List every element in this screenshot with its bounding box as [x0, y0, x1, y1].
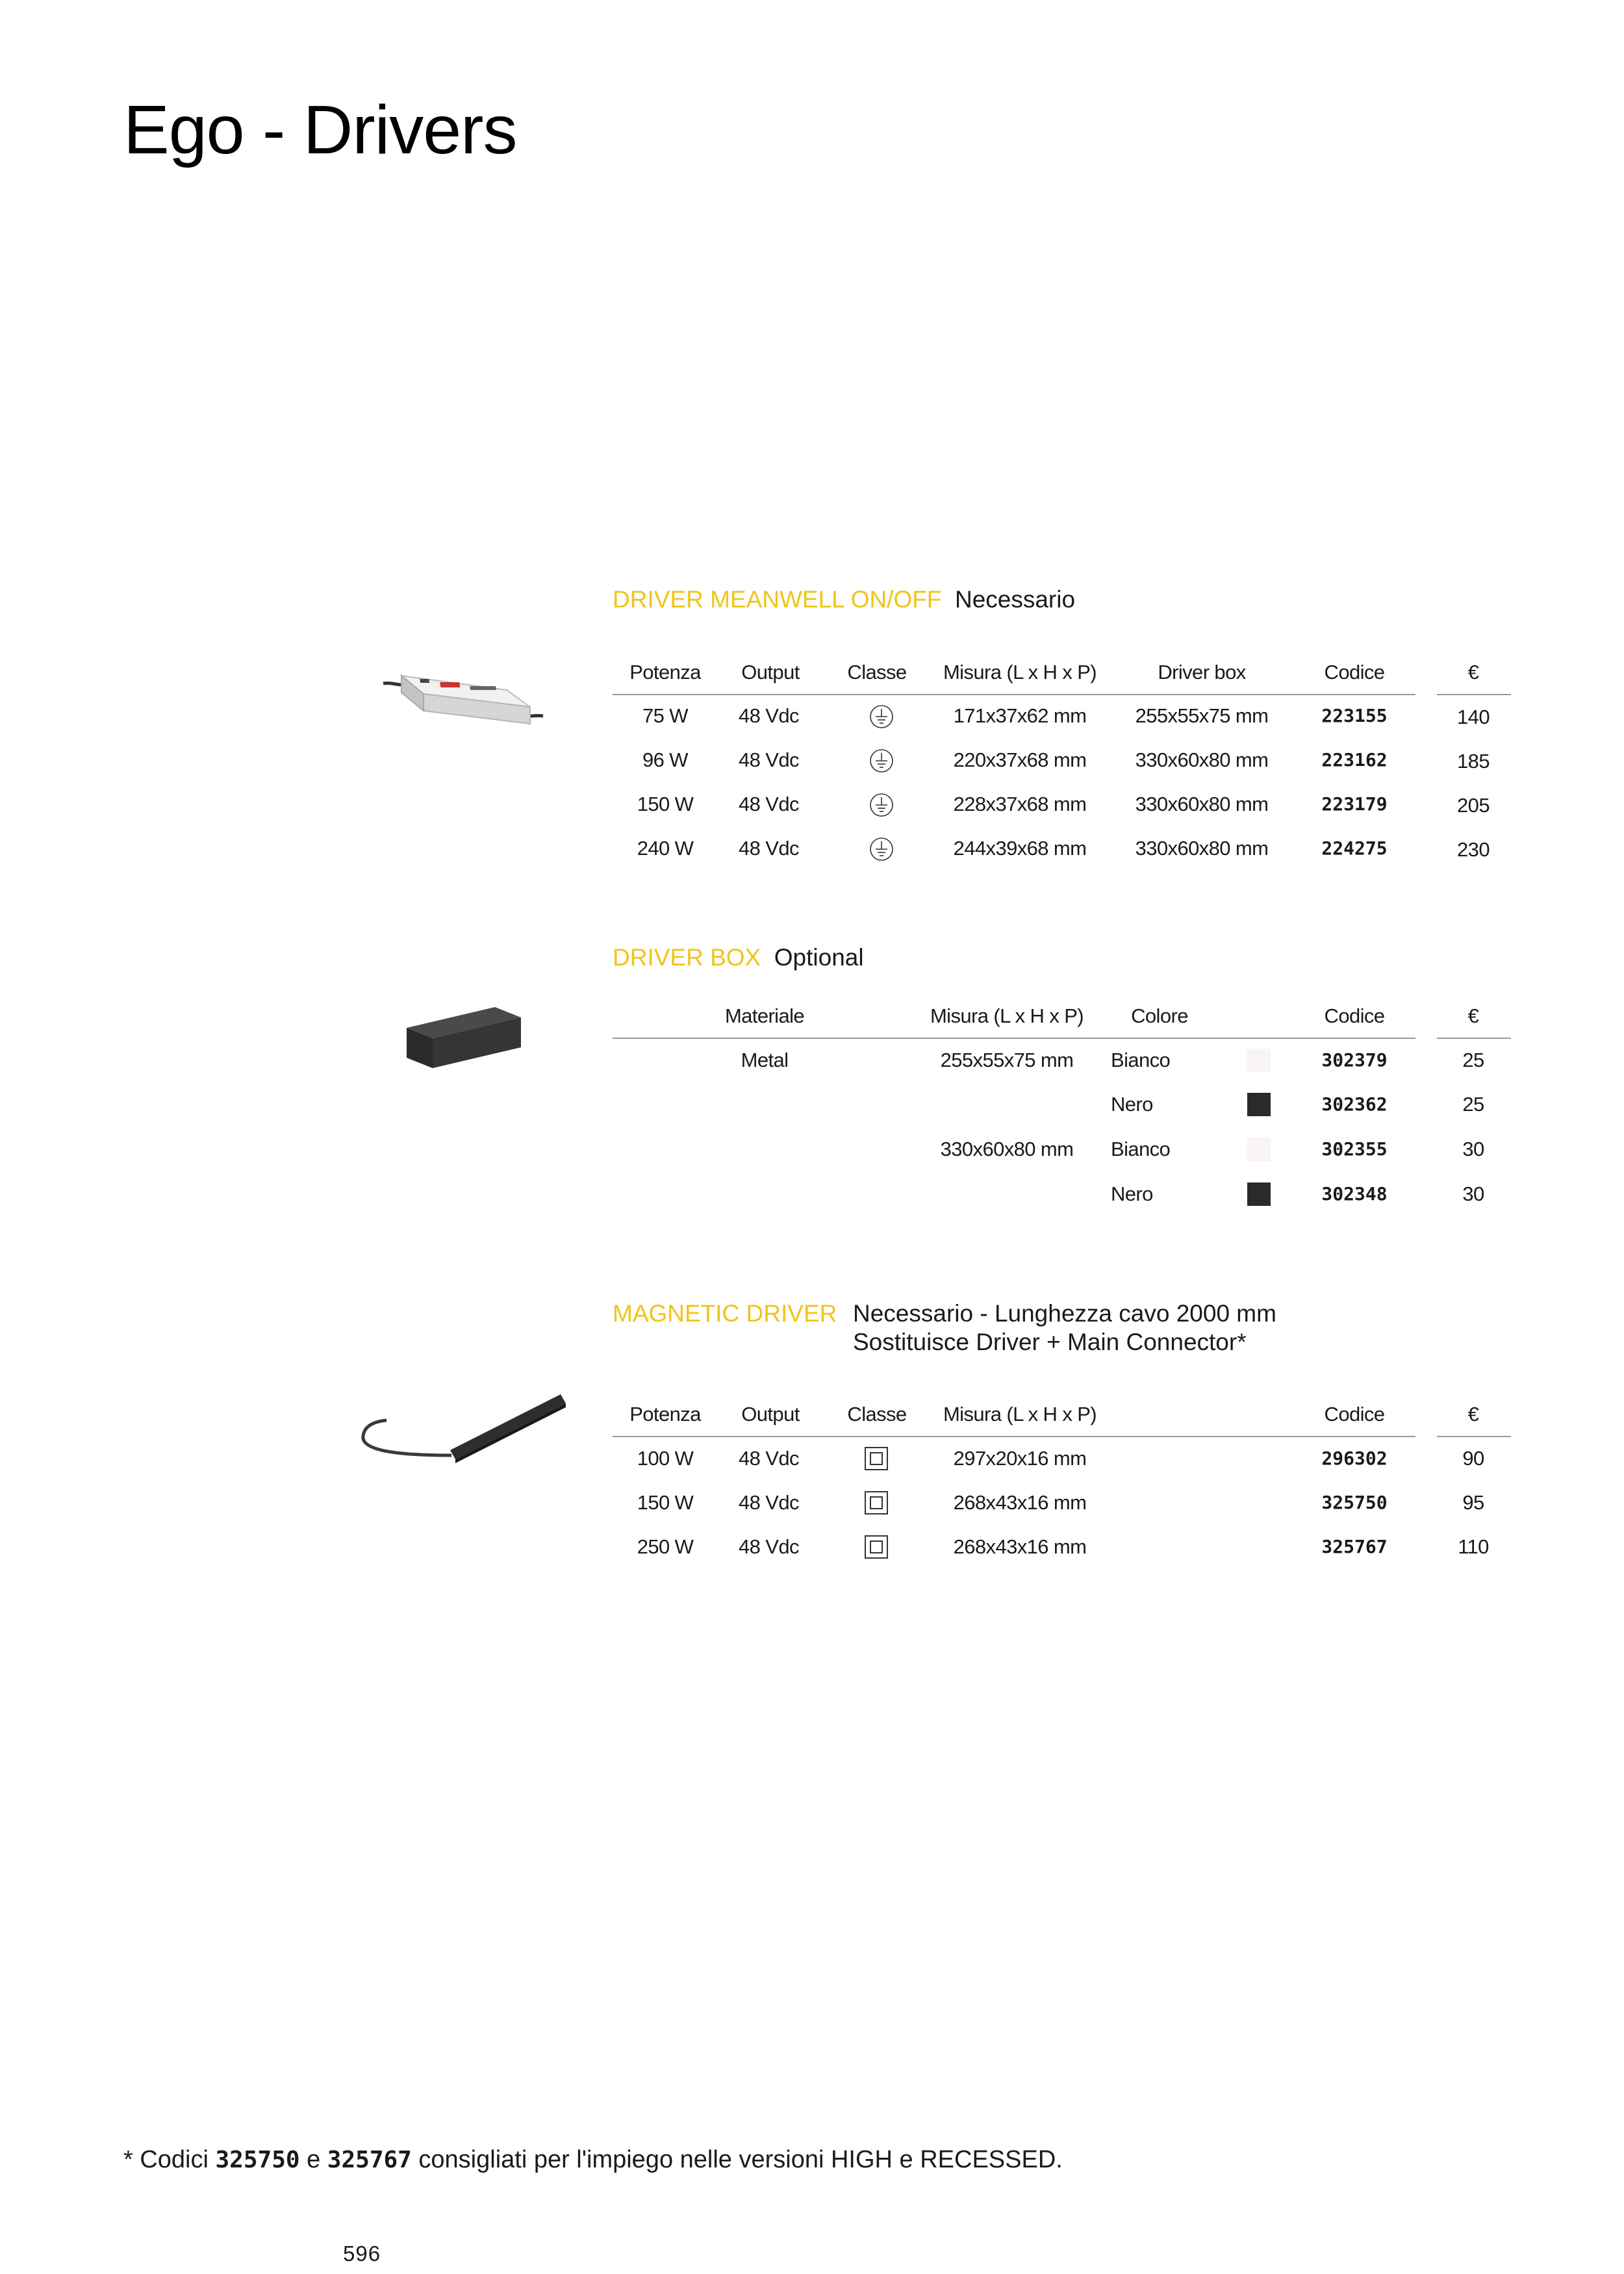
cell-misura: 268x43x16 mm — [953, 1491, 1087, 1514]
section-name: MAGNETIC DRIVER — [613, 1300, 837, 1327]
cell-driver-box: 255x55x75 mm — [1135, 704, 1269, 727]
table-rule-price — [1437, 1436, 1511, 1437]
col-header-codice: Codice — [1324, 661, 1385, 683]
cell-price: 110 — [1458, 1535, 1489, 1558]
cell-output: 48 Vdc — [739, 1535, 799, 1558]
cell-codice: 302362 — [1321, 1093, 1388, 1115]
cell-misura: 220x37x68 mm — [953, 748, 1087, 771]
class-ii-icon — [864, 1446, 889, 1471]
footnote-mid: e — [299, 2146, 327, 2173]
cell-colore: Bianco — [1111, 1049, 1171, 1071]
section-desc-line2: Sostituisce Driver + Main Connector* — [853, 1329, 1247, 1355]
col-header-output: Output — [741, 661, 800, 683]
footnote-code-2: 325767 — [327, 2147, 412, 2173]
cell-misura: 244x39x68 mm — [953, 837, 1087, 860]
footnote-prefix: * Codici — [123, 2146, 216, 2173]
cell-driver-box: 330x60x80 mm — [1135, 793, 1269, 815]
col-header-codice: Codice — [1324, 1403, 1385, 1425]
col-header-driver-box: Driver box — [1158, 661, 1246, 683]
cell-output: 48 Vdc — [739, 748, 799, 771]
cell-potenza: 96 W — [642, 748, 688, 771]
col-header-codice: Codice — [1324, 1004, 1385, 1027]
color-swatch-black — [1247, 1093, 1271, 1116]
footnote-code-1: 325750 — [215, 2147, 300, 2173]
col-header-price: € — [1467, 1004, 1479, 1027]
cell-potenza: 250 W — [637, 1535, 694, 1558]
product-image-meanwell-driver — [377, 656, 546, 734]
section-heading-driverbox — [613, 943, 864, 972]
cell-codice: 296302 — [1321, 1448, 1388, 1469]
earth-ground-icon — [869, 704, 894, 730]
cell-codice: 325750 — [1321, 1492, 1388, 1513]
cell-price: 25 — [1462, 1093, 1484, 1116]
table-rule — [613, 694, 1415, 695]
col-header-price: € — [1467, 661, 1479, 683]
cell-colore: Bianco — [1111, 1138, 1171, 1160]
page-title: Ego - Drivers — [123, 92, 517, 168]
earth-ground-icon — [869, 748, 894, 774]
cell-misura: 268x43x16 mm — [953, 1535, 1087, 1558]
cell-misura: 171x37x62 mm — [953, 704, 1087, 727]
cell-price: 30 — [1462, 1138, 1484, 1160]
product-image-driver-box — [398, 994, 527, 1072]
col-header-misura: Misura (L x H x P) — [943, 1403, 1097, 1425]
cell-potenza: 150 W — [637, 1491, 694, 1514]
cell-output: 48 Vdc — [739, 1491, 799, 1514]
color-swatch-white — [1247, 1138, 1271, 1161]
col-header-classe: Classe — [847, 1403, 907, 1425]
cell-codice: 223155 — [1321, 705, 1388, 726]
cell-misura: 255x55x75 mm — [940, 1049, 1074, 1071]
col-header-classe: Classe — [847, 661, 907, 683]
section-desc-line1: Necessario - Lunghezza cavo 2000 mm — [853, 1300, 1276, 1327]
table-rule-price — [1437, 694, 1511, 695]
table-rule — [613, 1436, 1415, 1437]
cell-codice: 302355 — [1321, 1138, 1388, 1160]
color-swatch-black — [1247, 1182, 1271, 1206]
section-desc: Necessario — [954, 586, 1076, 613]
col-header-price: € — [1467, 1403, 1479, 1425]
cell-codice: 302348 — [1321, 1183, 1388, 1205]
cell-price: 25 — [1462, 1049, 1484, 1071]
footnote-suffix: consigliati per l'impiego nelle versioni HIGH e RECESSED. — [411, 2146, 1063, 2173]
cell-price: 95 — [1462, 1491, 1484, 1514]
cell-materiale: Metal — [741, 1049, 789, 1071]
cell-codice: 224275 — [1321, 837, 1388, 859]
col-header-misura: Misura (L x H x P) — [943, 661, 1097, 683]
cell-output: 48 Vdc — [739, 1447, 799, 1470]
cell-price: 140 — [1457, 706, 1490, 728]
col-header-misura: Misura (L x H x P) — [930, 1004, 1084, 1027]
product-image-magnetic-driver — [354, 1390, 568, 1475]
cell-potenza: 100 W — [637, 1447, 694, 1470]
section-desc: Optional — [774, 944, 864, 971]
cell-misura: 228x37x68 mm — [953, 793, 1087, 815]
cell-misura: 297x20x16 mm — [953, 1447, 1087, 1470]
col-header-potenza: Potenza — [629, 661, 701, 683]
cell-output: 48 Vdc — [739, 837, 799, 860]
section-heading-meanwell — [613, 585, 1075, 614]
col-header-output: Output — [741, 1403, 800, 1425]
cell-output: 48 Vdc — [739, 704, 799, 727]
cell-price: 205 — [1457, 794, 1490, 817]
footnote — [123, 2146, 1063, 2174]
col-header-materiale: Materiale — [724, 1004, 805, 1027]
earth-ground-icon — [869, 792, 894, 818]
cell-misura: 330x60x80 mm — [940, 1138, 1074, 1160]
table-rule-price — [1437, 1038, 1511, 1039]
cell-price: 185 — [1457, 750, 1490, 773]
class-ii-icon — [864, 1535, 889, 1559]
section-name: DRIVER BOX — [613, 944, 761, 971]
color-swatch-white — [1247, 1049, 1271, 1072]
cell-price: 230 — [1457, 838, 1490, 861]
cell-colore: Nero — [1111, 1182, 1153, 1205]
cell-driver-box: 330x60x80 mm — [1135, 837, 1269, 860]
cell-price: 30 — [1462, 1182, 1484, 1205]
earth-ground-icon — [869, 836, 894, 862]
col-header-potenza: Potenza — [629, 1403, 701, 1425]
cell-potenza: 75 W — [642, 704, 688, 727]
cell-output: 48 Vdc — [739, 793, 799, 815]
cell-codice: 325767 — [1321, 1536, 1388, 1557]
cell-driver-box: 330x60x80 mm — [1135, 748, 1269, 771]
cell-potenza: 150 W — [637, 793, 694, 815]
class-ii-icon — [864, 1490, 889, 1515]
cell-codice: 223179 — [1321, 793, 1388, 815]
section-heading-magnetic — [613, 1299, 837, 1328]
cell-potenza: 240 W — [637, 837, 694, 860]
cell-price: 90 — [1462, 1447, 1484, 1470]
section-name: DRIVER MEANWELL ON/OFF — [613, 586, 942, 613]
col-header-colore: Colore — [1131, 1004, 1188, 1027]
cell-colore: Nero — [1111, 1093, 1153, 1116]
table-rule — [613, 1038, 1415, 1039]
cell-codice: 302379 — [1321, 1049, 1388, 1071]
cell-codice: 223162 — [1321, 749, 1388, 771]
page-number: 596 — [343, 2242, 381, 2266]
